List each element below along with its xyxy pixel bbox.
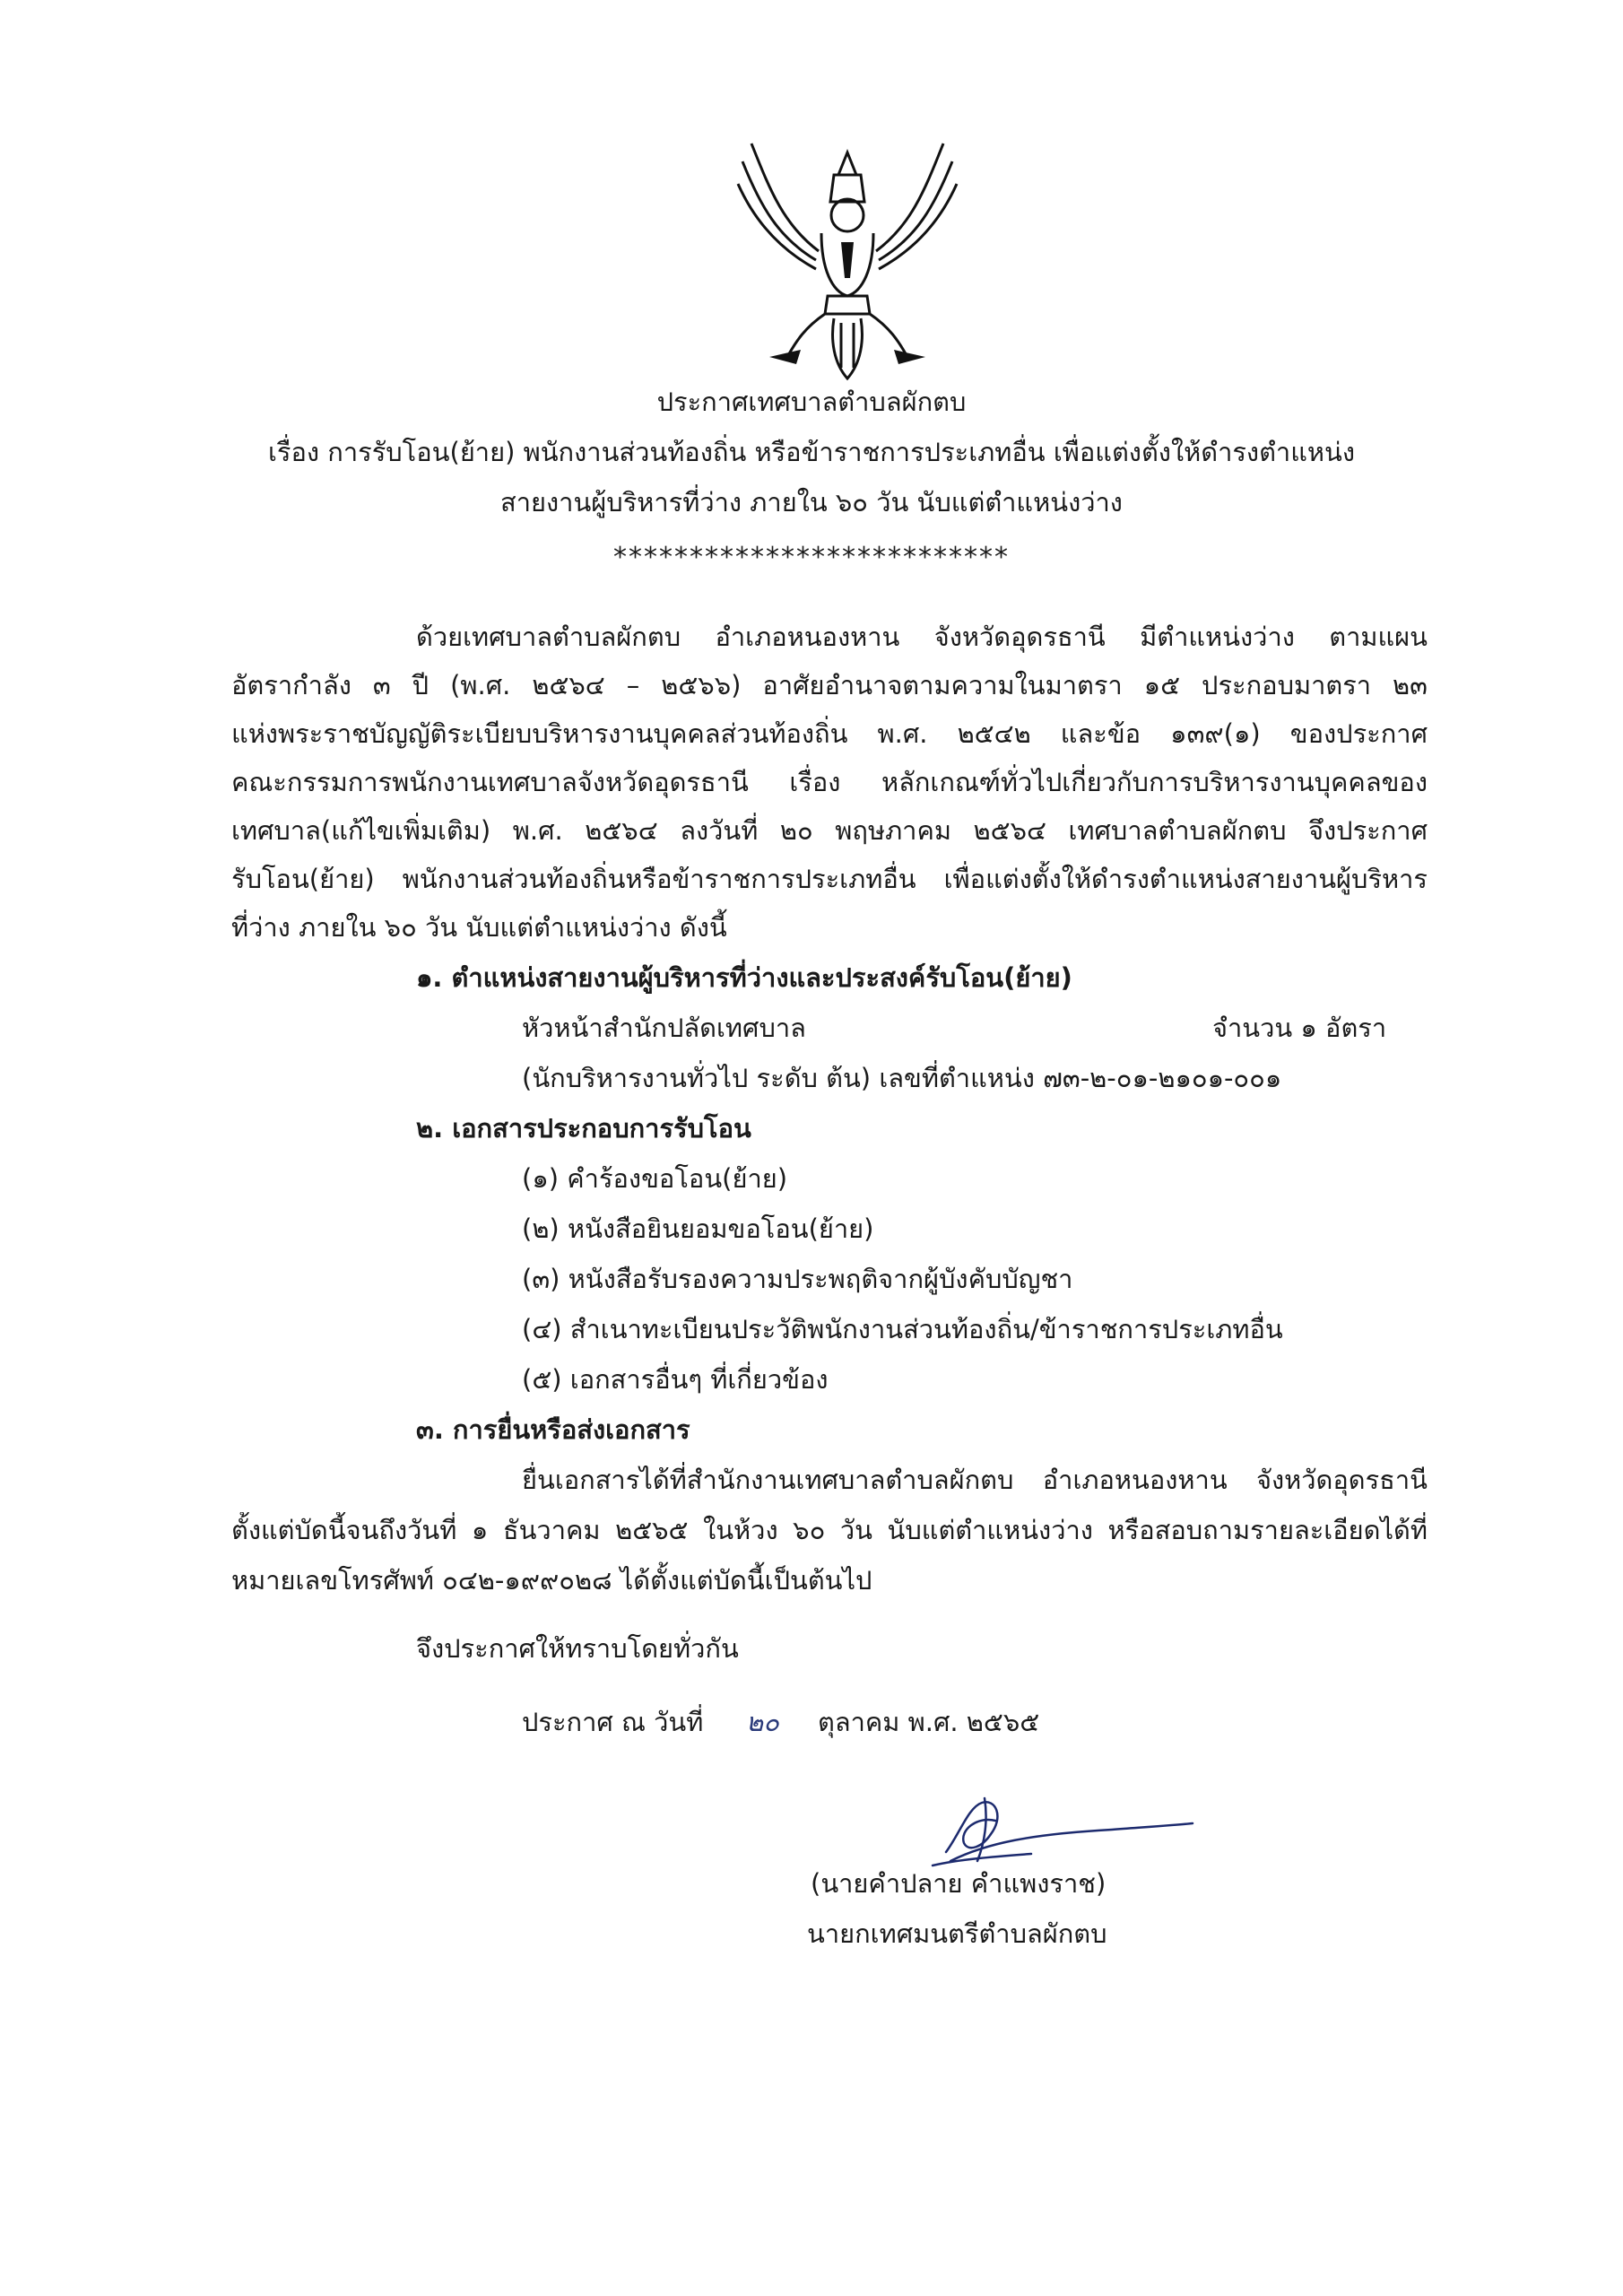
paragraph-line: ด้วยเทศบาลตำบลผักตบ อำเภอหนองหาน จังหวัดอุดรธานี มีตำแหน่งว่าง ตามแผน bbox=[416, 622, 1428, 652]
submission-line-3: หมายเลขโทรศัพท์ ๐๔๒-๑๙๙๐๒๘ ได้ตั้งแต่บัดนี้เป็นต้นไป bbox=[231, 1565, 872, 1596]
paragraph-line: รับโอน(ย้าย) พนักงานส่วนท้องถิ่นหรือข้าราชการประเภทอื่น เพื่อแต่งตั้งให้ดำรงตำแหน่งสายงานผู้บริหาร bbox=[231, 864, 1428, 894]
signatory-title: นายกเทศมนตรีตำบลผักตบ bbox=[807, 1918, 1107, 1949]
document-item: (๔) สำเนาทะเบียนประวัติพนักงานส่วนท้องถิ่น/ข้าราชการประเภทอื่น bbox=[522, 1314, 1283, 1344]
submission-line-2: ตั้งแต่บัดนี้จนถึงวันที่ ๑ ธันวาคม ๒๕๖๕ ในห้วง ๖๐ วัน นับแต่ตำแหน่งว่าง หรือสอบถามรายละเอียดได้ที่ bbox=[231, 1515, 1428, 1545]
position-quota: จำนวน ๑ อัตรา bbox=[1212, 1013, 1387, 1043]
paragraph-line: คณะกรรมการพนักงานเทศบาลจังหวัดอุดรธานี เรื่อง หลักเกณฑ์ทั่วไปเกี่ยวกับการบริหารงานบุคคลของ bbox=[231, 767, 1428, 797]
closing-statement: จึงประกาศให้ทราบโดยทั่วกัน bbox=[416, 1633, 739, 1664]
paragraph-line: เทศบาล(แก้ไขเพิ่มเติม) พ.ศ. ๒๕๖๔ ลงวันที่ ๒๐ พฤษภาคม ๒๕๖๔ เทศบาลตำบลผักตบ จึงประกาศ bbox=[231, 815, 1428, 846]
document-item: (๓) หนังสือรับรองความประพฤติจากผู้บังคับบัญชา bbox=[522, 1264, 1073, 1294]
garuda-emblem-icon bbox=[733, 135, 961, 384]
subject-line-2: สายงานผู้บริหารที่ว่าง ภายใน ๖๐ วัน นับแต่ตำแหน่งว่าง bbox=[500, 487, 1123, 517]
document-item: (๕) เอกสารอื่นๆ ที่เกี่ยวข้อง bbox=[522, 1364, 829, 1395]
section-1-heading: ๑. ตำแหน่งสายงานผู้บริหารที่ว่างและประสงค์รับโอน(ย้าย) bbox=[416, 962, 1072, 993]
signatory-name: (นายคำปลาย คำแพงราช) bbox=[811, 1868, 1107, 1899]
paragraph-line: แห่งพระราชบัญญัติระเบียบบริหารงานบุคคลส่วนท้องถิ่น พ.ศ. ๒๕๔๒ และข้อ ๑๓๙(๑) ของประกาศ bbox=[231, 718, 1428, 749]
section-3-heading: ๓. การยื่นหรือส่งเอกสาร bbox=[416, 1414, 690, 1445]
document-item: (๒) หนังสือยินยอมขอโอน(ย้าย) bbox=[522, 1213, 874, 1244]
announcement-title: ประกาศเทศบาลตำบลผักตบ bbox=[656, 387, 967, 417]
submission-line-1: ยื่นเอกสารได้ที่สำนักงานเทศบาลตำบลผักตบ อำเภอหนองหาน จังหวัดอุดรธานี bbox=[522, 1465, 1428, 1495]
vacant-position: หัวหน้าสำนักปลัดเทศบาล bbox=[522, 1013, 806, 1043]
document-item: (๑) คำร้องขอโอน(ย้าย) bbox=[522, 1163, 788, 1194]
paragraph-line: ที่ว่าง ภายใน ๖๐ วัน นับแต่ตำแหน่งว่าง ดังนี้ bbox=[231, 912, 727, 943]
position-detail: (นักบริหารงานทั่วไป ระดับ ต้น) เลขที่ตำแหน่ง ๗๓-๒-๐๑-๒๑๐๑-๐๐๑ bbox=[522, 1063, 1282, 1093]
announcement-date-rest: ตุลาคม พ.ศ. ๒๕๖๕ bbox=[818, 1707, 1040, 1737]
section-2-heading: ๒. เอกสารประกอบการรับโอน bbox=[416, 1113, 751, 1144]
announcement-date-day: ๒๐ bbox=[746, 1707, 779, 1737]
divider-stars: ************************** bbox=[613, 542, 1010, 573]
announcement-date-prefix: ประกาศ ณ วันที่ bbox=[522, 1707, 704, 1737]
subject-line-1: เรื่อง การรับโอน(ย้าย) พนักงานส่วนท้องถิ่น หรือข้าราชการประเภทอื่น เพื่อแต่งตั้งให้ดำรงตำแหน่ง bbox=[268, 437, 1355, 467]
paragraph-line: อัตรากำลัง ๓ ปี (พ.ศ. ๒๕๖๔ – ๒๕๖๖) อาศัยอำนาจตามความในมาตรา ๑๕ ประกอบมาตรา ๒๓ bbox=[231, 670, 1428, 700]
